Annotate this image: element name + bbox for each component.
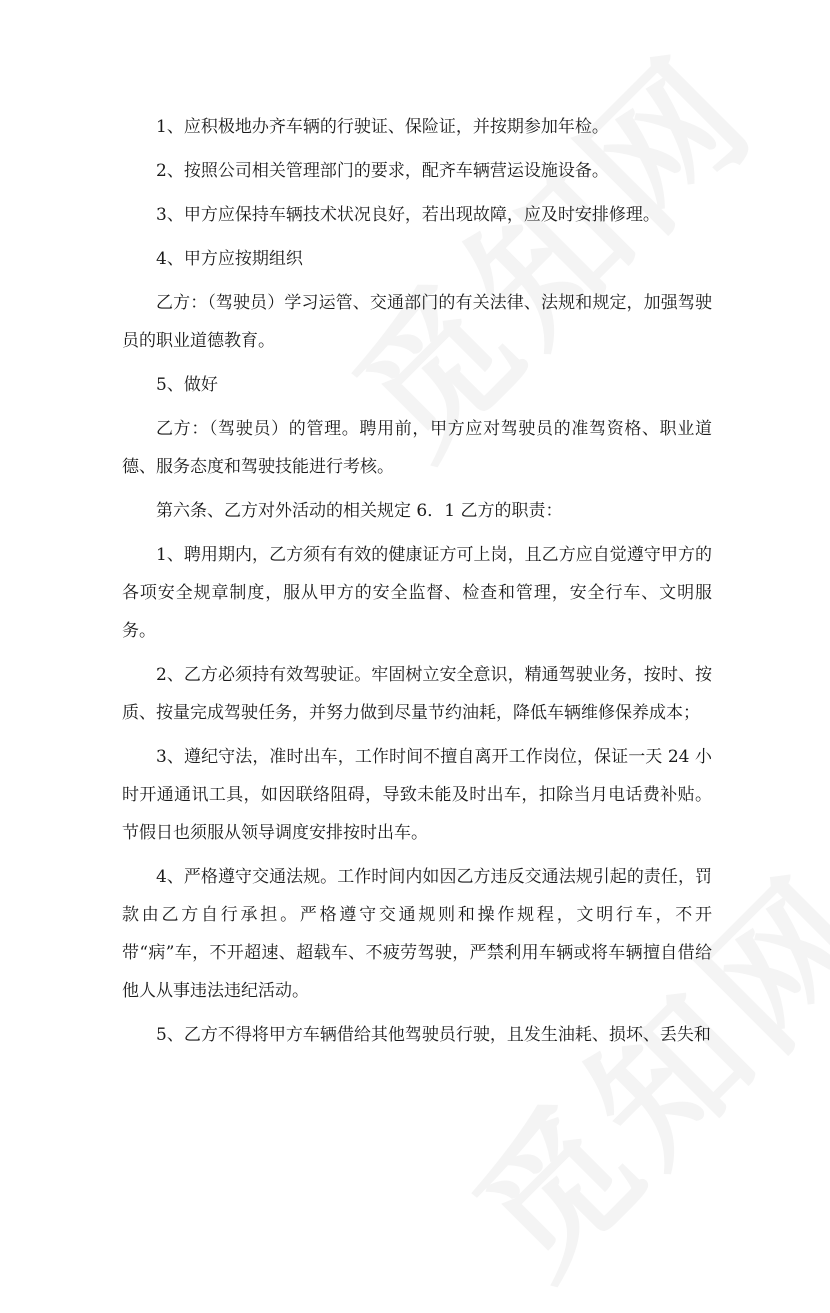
paragraph-1: 1、应积极地办齐车辆的行驶证、保险证，并按期参加年检。 [156,117,609,137]
paragraph-4: 4、甲方应按期组织 [156,249,303,269]
paragraph-7: 乙方：（驾驶员）的管理。聘用前，甲方应对驾驶员的准驾资格、职业道德、服务态度和驾驶技能进行考核。 [122,419,712,477]
paragraph-9: 1、聘用期内，乙方须有有效的健康证方可上岗，且乙方应自觉遵守甲方的各项安全规章制度，服从甲方的安全监督、检查和管理，安全行车、文明服务。 [122,545,712,641]
paragraph-8: 第六条、乙方对外活动的相关规定 6．1 乙方的职责： [156,501,563,521]
document-body [122,108,712,1060]
paragraph-6: 5、做好 [156,375,218,395]
paragraph-11: 3、遵纪守法，准时出车，工作时间不擅自离开工作岗位，保证一天 24 小时开通通讯工具，如因联络阻碍，导致未能及时出车，扣除当月电话费补贴。节假日也须服从领导调度安排按时出车。 [122,747,712,843]
paragraph-12: 4、严格遵守交通法规。工作时间内如因乙方违反交通法规引起的责任，罚款由乙方自行承担。严格遵守交通规则和操作规程，文明行车，不开带“病”车，不开超速、超载车、不疲劳驾驶，严禁利用车辆或将车辆擅自借给他人从事违法违纪活动。 [122,867,712,1001]
paragraph-3: 3、甲方应保持车辆技术状况良好，若出现故障，应及时安排修理。 [156,205,660,225]
paragraph-13: 5、乙方不得将甲方车辆借给其他驾驶员行驶，且发生油耗、损坏、丢失和 [156,1025,711,1045]
paragraph-2: 2、按照公司相关管理部门的要求，配齐车辆营运设施设备。 [156,161,609,181]
paragraph-10: 2、乙方必须持有效驾驶证。牢固树立安全意识，精通驾驶业务，按时、按质、按量完成驾驶任务，并努力做到尽量节约油耗，降低车辆维修保养成本； [122,665,712,723]
paragraph-5: 乙方：（驾驶员）学习运管、交通部门的有关法律、法规和规定，加强驾驶员的职业道德教育。 [122,293,712,351]
